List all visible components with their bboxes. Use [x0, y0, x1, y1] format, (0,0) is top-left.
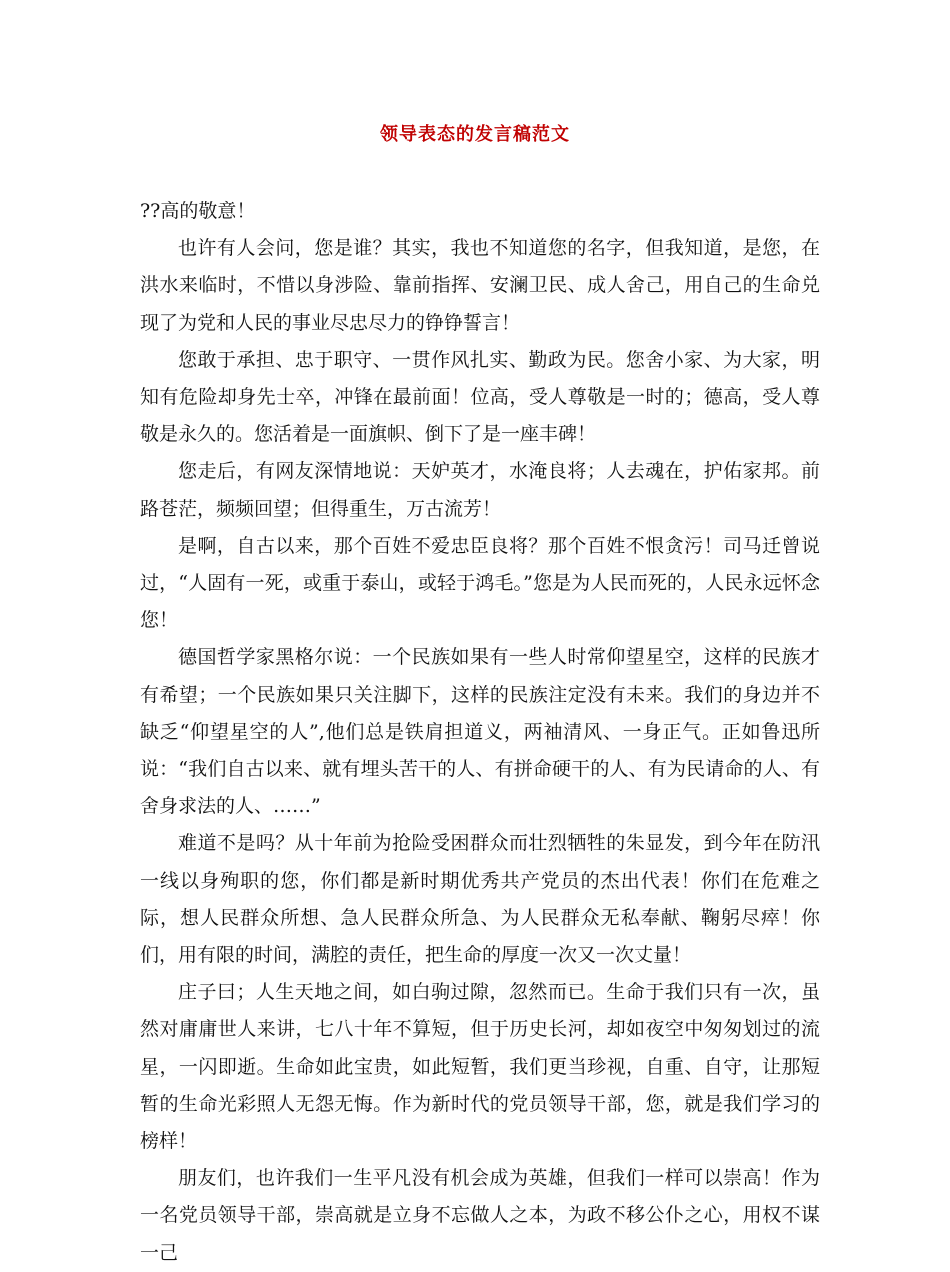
paragraph: ??高的敬意！ [140, 200, 256, 222]
paragraph: 是啊，自古以来，那个百姓不爱忠臣良将？那个百姓不恨贪污！司马迁曾说过，“人固有一死，或重于泰山，或轻于鸿毛。”您是为人民而死的，人民永远怀念您！ [140, 534, 820, 632]
paragraph: 难道不是吗？从十年前为抢险受困群众而壮烈牺牲的朱显发，到今年在防汛一线以身殉职的您，你们都是新时期优秀共产党员的杰出代表！你们在危难之际，想人民群众所想、急人民群众所急、为人民群众无私奉献、鞠躬尽瘁！你们，用有限的时间，满腔的责任，把生命的厚度一次又一次丈量！ [140, 832, 820, 967]
paragraph: 庄子曰；人生天地之间，如白驹过隙，忽然而已。生命于我们只有一次，虽然对庸庸世人来讲，七八十年不算短，但于历史长河，却如夜空中匆匆划过的流星，一闪即逝。生命如此宝贵，如此短暂，我们更当珍视，自重、自守，让那短暂的生命光彩照人无怨无悔。作为新时代的党员领导干部，您，就是我们学习的榜样！ [140, 981, 820, 1153]
paragraph: 您敢于承担、忠于职守、一贯作风扎实、勤政为民。您舍小家、为大家，明知有危险却身先士卒，冲锋在最前面！位高，受人尊敬是一时的；德高，受人尊敬是永久的。您活着是一面旗帜、倒下了是一座丰碑！ [140, 348, 820, 446]
paragraph: 朋友们，也许我们一生平凡没有机会成为英雄，但我们一样可以崇高！作为一名党员领导干部，崇高就是立身不忘做人之本，为政不移公仆之心，用权不谋一己 [140, 1167, 820, 1264]
paragraph: 您走后，有网友深情地说：天妒英才，水淹良将；人去魂在，护佑家邦。前路苍茫，频频回望；但得重生，万古流芳！ [140, 460, 820, 520]
paragraph: 德国哲学家黑格尔说：一个民族如果有一些人时常仰望星空，这样的民族才有希望；一个民族如果只关注脚下，这样的民族注定没有未来。我们的身边并不缺乏“仰望星空的人”,他们总是铁肩担道义，两袖清风、一身正气。正如鲁迅所说：“我们自古以来、就有埋头苦干的人、有拼命硬干的人、有为民请命的人、有舍身求法的人、……” [140, 646, 820, 818]
document-body [140, 193, 820, 1272]
document-title: 领导表态的发言稿范文 [380, 124, 570, 145]
paragraph: 也许有人会问，您是谁？其实，我也不知道您的名字，但我知道，是您，在洪水来临时，不惜以身涉险、靠前指挥、安澜卫民、成人舍己，用自己的生命兑现了为党和人民的事业尽忠尽力的铮铮誓言！ [140, 237, 820, 334]
